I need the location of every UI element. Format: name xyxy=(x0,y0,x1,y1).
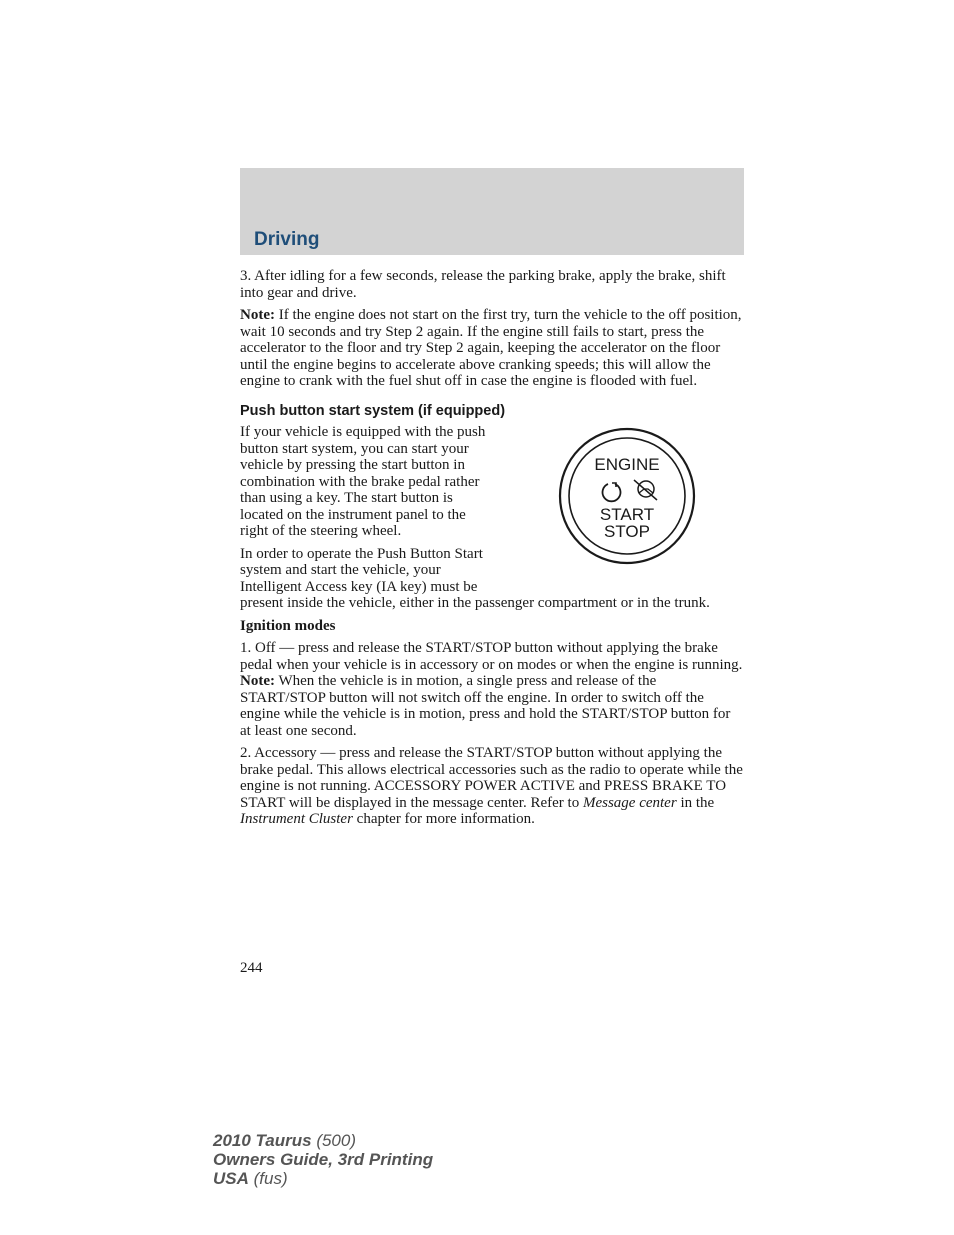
steering-lock-icon xyxy=(634,480,657,500)
footer-model-code: (500) xyxy=(311,1131,357,1150)
footer-guide: Owners Guide, 3rd Printing xyxy=(213,1150,434,1169)
section-header xyxy=(240,168,744,255)
footer-region-line xyxy=(213,1169,433,1188)
stop-label: STOP xyxy=(604,522,650,541)
push-button-heading: Push button start system (if equipped) xyxy=(240,402,506,419)
section-title: Driving xyxy=(254,229,320,250)
mode-accessory-text: 2. Accessory — press and release the START/STOP button without applying the brake pedal. This allows electrical accessories such as the radio to operate while the engine is not running. ACCESSORY POWER ACTIVE and PRESS BRAKE TO START will be displayed in the message center. Refer to xyxy=(240,745,743,811)
note-text: If the engine does not start on the first try, turn the vehicle to the off position, wait 10 seconds and try Step 2 again. If the engine still fails to start, press the accelerator to the floor and try Step 2 again, keeping the accelerator on the floor until the engine begins to accelerate above cranking speeds; this will allow the engine to crank with the fuel shut off in case the engine is flooded with fuel. xyxy=(240,307,742,389)
mode-off-paragraph xyxy=(240,640,744,739)
footer-region-code: (fus) xyxy=(248,1169,288,1188)
mode-accessory-text-2: in the xyxy=(676,794,715,811)
mode-off-text: 1. Off — press and release the START/STOP button without applying the brake pedal when your vehicle is in accessory or on modes or when the engine is running. xyxy=(240,640,743,673)
message-center-reference: Message center xyxy=(582,794,677,811)
push-button-ia-key: In order to operate the Push Button Start system and start the vehicle, your Intelligent Access key (IA key) must be present inside the vehicle, either in the passenger compartment or in the trunk. xyxy=(240,545,710,611)
step-3-paragraph: 3. After idling for a few seconds, release the parking brake, apply the brake, shift into gear and drive. xyxy=(240,268,726,301)
engine-start-stop-figure xyxy=(492,424,744,584)
page-number: 244 xyxy=(240,960,263,976)
mode-accessory-paragraph xyxy=(240,745,744,828)
mode-off-note-text: When the vehicle is in motion, a single press and release of the START/STOP button will not switch off the engine. In order to switch off the engine while the vehicle is in motion, press and hold the START/STOP button for at least one second. xyxy=(240,673,731,739)
footer xyxy=(213,1131,433,1188)
page-content xyxy=(240,268,744,834)
note-label: Note: xyxy=(240,307,275,323)
mode-off-note-label: Note: xyxy=(240,673,275,689)
footer-model: 2010 Taurus xyxy=(213,1131,312,1150)
ignition-modes-heading: Ignition modes xyxy=(240,617,336,634)
push-button-intro: If your vehicle is equipped with the push button start system, you can start your vehicle by pressing the start button in combination with the brake pedal rather than using a key. The start button is located on the instrument panel to the right of the steering wheel. xyxy=(240,424,486,539)
mode-accessory-text-3: chapter for more information. xyxy=(352,811,535,827)
instrument-cluster-reference: Instrument Cluster xyxy=(240,811,353,827)
note-paragraph xyxy=(240,307,744,390)
engine-label: ENGINE xyxy=(594,455,660,474)
footer-region: USA xyxy=(213,1169,249,1188)
start-label: START xyxy=(599,505,655,524)
power-icon xyxy=(603,483,621,501)
footer-model-line xyxy=(213,1131,433,1150)
start-stop-button-illustration xyxy=(558,427,696,565)
